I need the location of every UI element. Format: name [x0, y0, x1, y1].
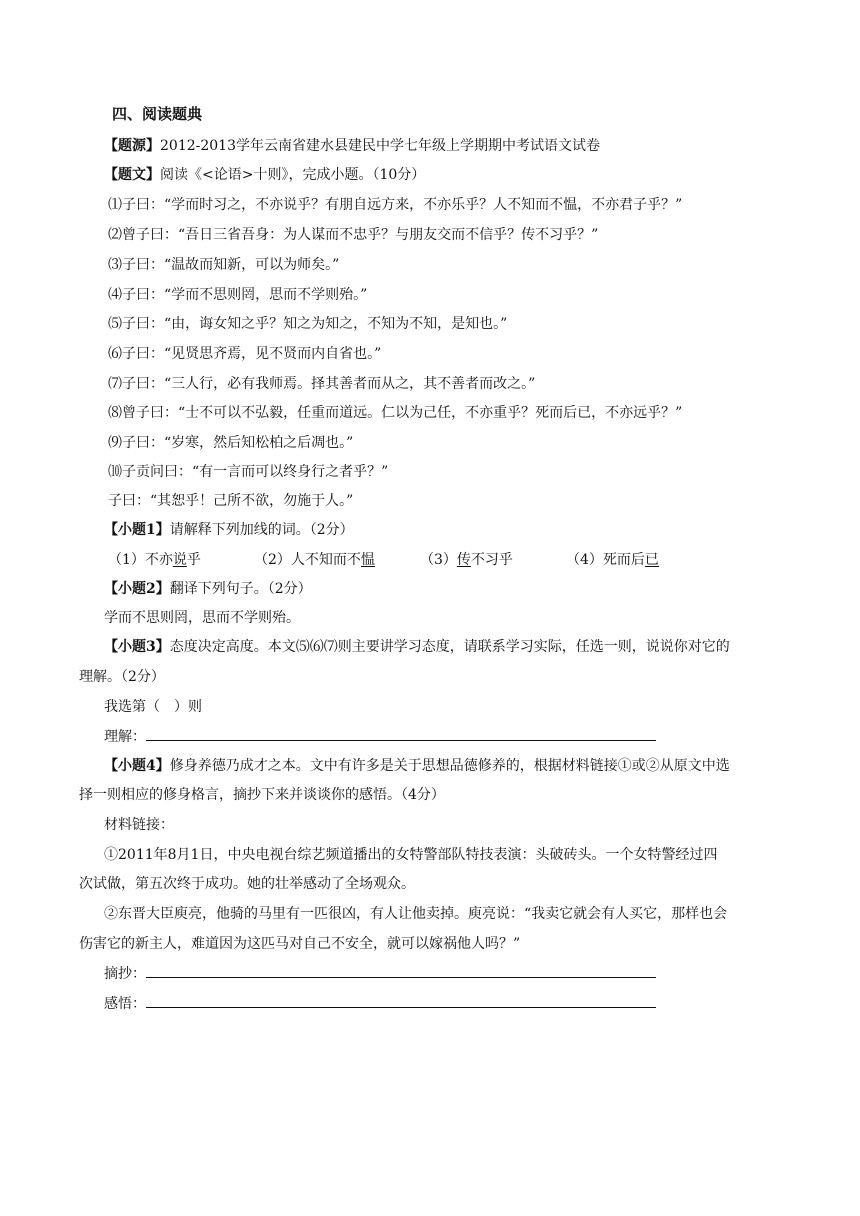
- passage-7: ⑺子曰：“三人行，必有我师焉。择其善者而从之，其不善者而改之。”: [108, 376, 536, 392]
- q3-understand-label: 理解：: [104, 729, 146, 745]
- passage-1: ⑴子曰：“学而时习之，不亦说乎？有朋自远方来，不亦乐乎？人不知而不愠，不亦君子乎？”: [108, 197, 683, 213]
- prompt-line: [104, 165, 425, 185]
- passage-5: ⑸子曰：“由，诲女知之乎？知之为知之，不知为不知，是知也。”: [108, 316, 508, 332]
- q4-material1-line1: ①2011年8月1日，中央电视台综艺频道播出的女特警部队特技表演：头破砖头。一个女特警经过四: [104, 847, 718, 863]
- passage-11: 子曰：“其恕乎！己所不欲，勿施于人。”: [108, 493, 354, 509]
- passage-4: ⑷子曰：“学而不思则罔，思而不学则殆。”: [108, 287, 368, 303]
- passage-6: ⑹子曰：“见贤思齐焉，见不贤而内自省也。”: [108, 346, 382, 362]
- q4-line: [104, 756, 730, 776]
- q4-feeling-row: [104, 993, 656, 1014]
- q2-line: [104, 579, 312, 599]
- q2-tag: 【小题2】: [104, 581, 170, 597]
- section-title: 四、阅读题典: [112, 105, 203, 123]
- source-text: 2012-2013学年云南省建水县建民中学七年级上学期期中考试语文试卷: [160, 138, 600, 154]
- passage-8: ⑻曾子曰：“士不可以不弘毅，任重而道远。仁以为己任，不亦重乎？死而后已，不亦远乎？”: [108, 405, 683, 421]
- q3-tag: 【小题3】: [104, 639, 170, 655]
- passage-2: ⑵曾子曰：“吾日三省吾身：为人谋而不忠乎？与朋友交而不信乎？传不习乎？”: [108, 227, 599, 243]
- passage-10: ⑽子贡问曰：“有一言而可以终身行之者乎？”: [108, 464, 389, 480]
- q4-text-1: 修身养德乃成才之本。文中有许多是关于思想品德修养的，根据材料链接①或②从原文中选: [169, 758, 730, 774]
- q4-material-label: 材料链接：: [104, 817, 174, 833]
- source-tag: 【题源】: [104, 138, 160, 154]
- q1-option-2: （2）人不知而不愠: [254, 552, 375, 568]
- q4-text-2: 择一则相应的修身格言，摘抄下来并谈谈你的感悟。（4分）: [79, 787, 445, 803]
- q2-text: 翻译下列句子。（2分）: [169, 581, 312, 597]
- q4-excerpt-row: [104, 963, 656, 984]
- q4-feeling-label: 感悟：: [104, 996, 146, 1012]
- passage-3: ⑶子曰：“温故而知新，可以为师矣。”: [108, 257, 340, 273]
- q3-line: [104, 637, 730, 657]
- q4-material2-line2: 伤害它的新主人，难道因为这匹马对自己不安全，就可以嫁祸他人吗？”: [79, 936, 521, 952]
- q1-line: [104, 520, 354, 540]
- q1-tag: 【小题1】: [104, 522, 170, 538]
- prompt-text: 阅读《<论语>十则》，完成小题。（10分）: [160, 167, 426, 183]
- q4-material1-line2: 次试做，第五次终于成功。她的壮举感动了全场观众。: [79, 876, 415, 892]
- q4-feeling-answer-line[interactable]: [146, 993, 656, 1008]
- passage-9: ⑼子曰：“岁寒，然后知松柏之后凋也。”: [108, 435, 354, 451]
- q4-excerpt-label: 摘抄：: [104, 966, 146, 982]
- q4-excerpt-answer-line[interactable]: [146, 963, 656, 978]
- prompt-tag: 【题文】: [104, 167, 160, 183]
- q1-text: 请解释下列加线的词。（2分）: [169, 522, 354, 538]
- q4-tag: 【小题4】: [104, 758, 170, 774]
- q1-option-1: （1）不亦说乎: [108, 552, 201, 568]
- q3-text-1: 态度决定高度。本文⑸⑹⑺则主要讲学习态度，请联系学习实际，任选一则，说说你对它的: [169, 639, 730, 655]
- source-line: [104, 136, 600, 156]
- q3-understand-answer-line[interactable]: [146, 726, 656, 741]
- q4-material2-line1: ②东晋大臣庾亮，他骑的马里有一匹很凶，有人让他卖掉。庾亮说：“我卖它就会有人买它，那样也会: [104, 906, 728, 922]
- q1-option-4: （4）死而后已: [566, 552, 659, 568]
- q3-understand-row: [104, 726, 656, 747]
- q1-option-3: （3）传不习乎: [420, 552, 513, 568]
- q2-sentence: 学而不思则罔，思而不学则殆。: [104, 610, 300, 626]
- q1-options: [108, 550, 659, 570]
- q3-choose: 我选第（ ）则: [104, 699, 202, 715]
- q3-text-2: 理解。（2分）: [79, 669, 165, 685]
